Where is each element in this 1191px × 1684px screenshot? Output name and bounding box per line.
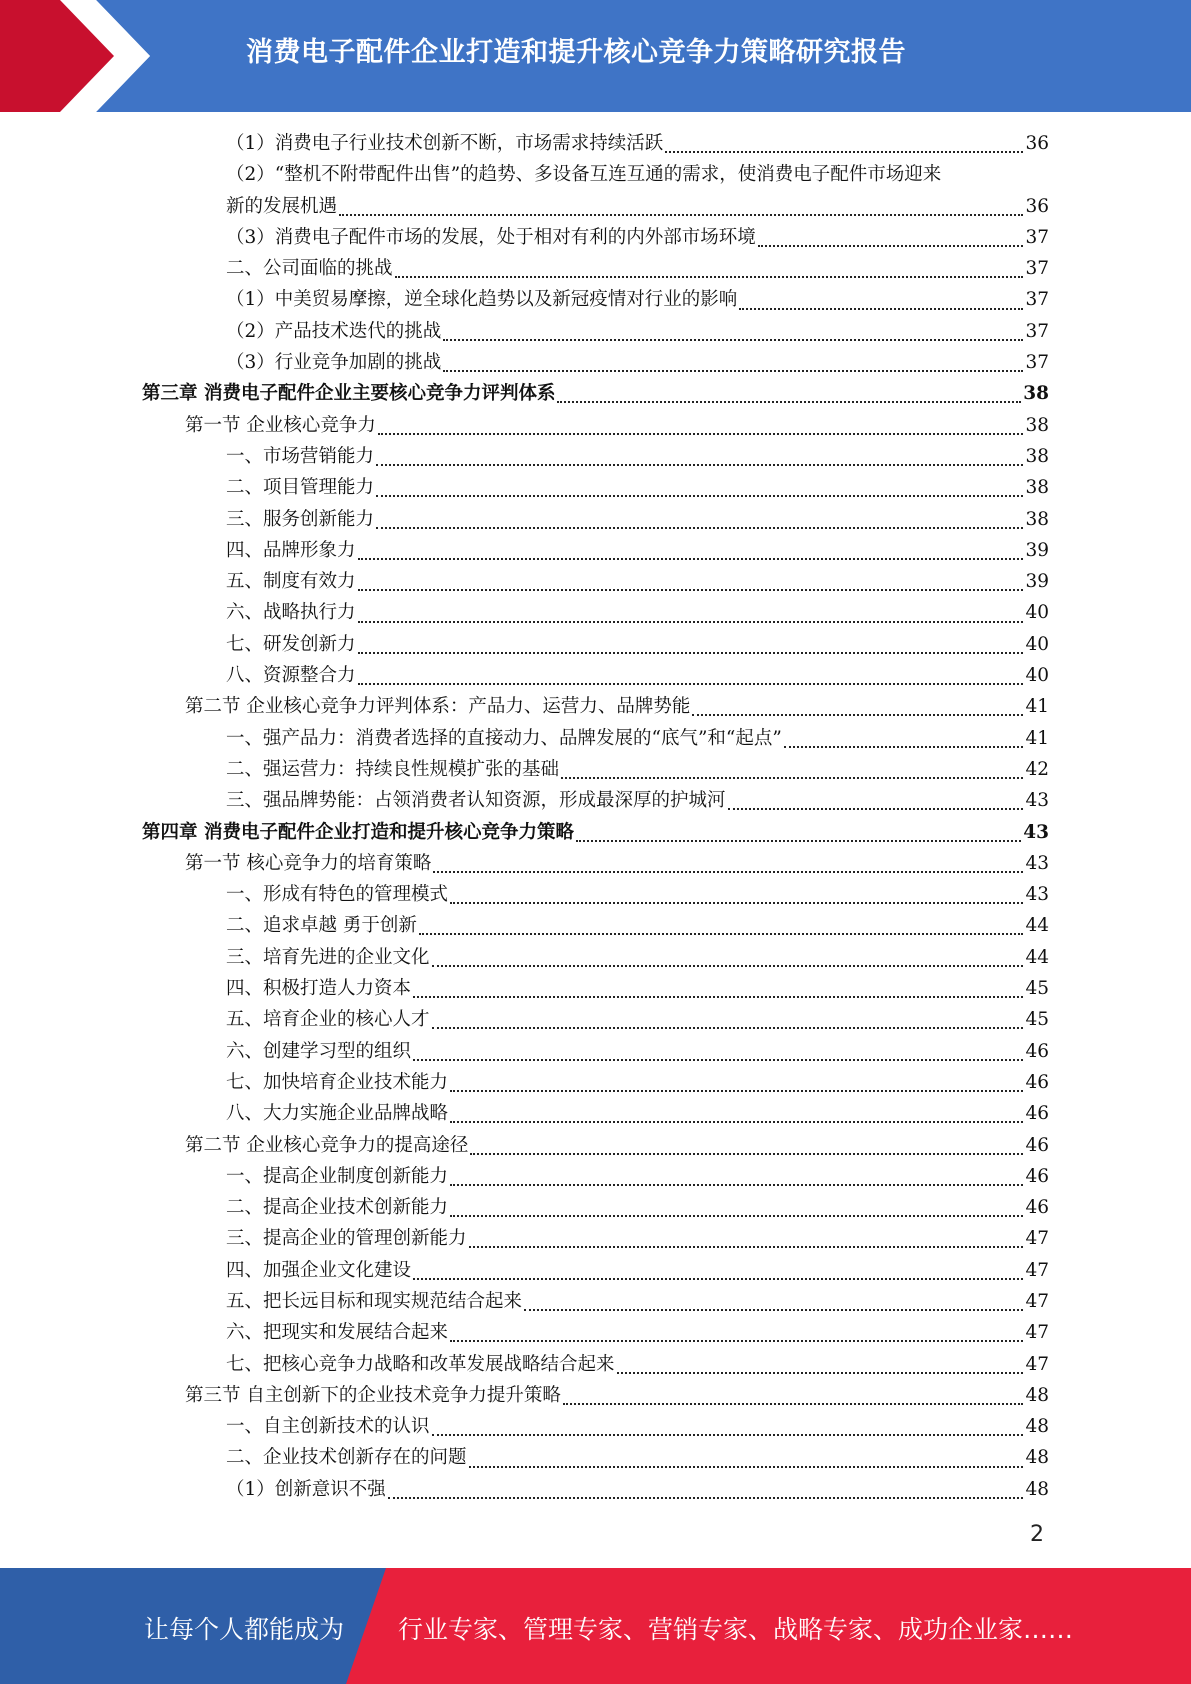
dot-leader [784, 733, 1024, 748]
toc-entry-page-number: 37 [1025, 289, 1049, 311]
dot-leader [450, 889, 1023, 904]
dot-leader [413, 1265, 1023, 1280]
toc-entry-page-number: 47 [1025, 1322, 1049, 1344]
toc-section-entry[interactable] [0, 1130, 1191, 1161]
toc-entry[interactable] [0, 1442, 1191, 1473]
toc-entry-page-number: 37 [1025, 352, 1049, 374]
toc-entry[interactable] [0, 1098, 1191, 1129]
toc-entry-label: 七、加快培育企业技术能力 [226, 1071, 449, 1093]
dot-leader [563, 1390, 1024, 1405]
toc-entry[interactable] [0, 1004, 1191, 1035]
toc-entry-label: 第三节 自主创新下的企业技术竞争力提升策略 [185, 1384, 561, 1406]
toc-entry-page-number: 44 [1025, 946, 1049, 968]
toc-entry-page-number: 40 [1025, 602, 1049, 624]
toc-entry[interactable] [0, 504, 1191, 535]
toc-entry[interactable] [0, 1317, 1191, 1348]
toc-entry-label: （2）“整机不附带配件出售”的趋势、多设备互连互通的需求，使消费电子配件市场迎来 [226, 164, 942, 186]
toc-entry-page-number: 48 [1025, 1384, 1049, 1406]
footer-banner [0, 1568, 1191, 1684]
toc-entry[interactable] [0, 253, 1191, 284]
toc-entry-label: 七、研发创新力 [226, 633, 356, 655]
dot-leader [758, 232, 1024, 247]
dot-leader [358, 670, 1024, 685]
toc-entry-page-number: 39 [1025, 571, 1049, 593]
toc-entry-page-number: 46 [1025, 1165, 1049, 1187]
toc-entry-label: 三、服务创新能力 [226, 508, 375, 530]
toc-entry[interactable] [0, 222, 1191, 253]
dot-leader [413, 983, 1023, 998]
toc-entry-label: （1）消费电子行业技术创新不断，市场需求持续活跃 [226, 133, 664, 154]
footer-slogan-left: 让每个人都能成为 [144, 1615, 345, 1644]
toc-entry[interactable] [0, 1286, 1191, 1317]
dot-leader [469, 1453, 1024, 1468]
dot-leader [524, 1296, 1023, 1311]
dot-leader [557, 389, 1021, 404]
toc-entry[interactable] [0, 1067, 1191, 1098]
toc-entry[interactable] [0, 723, 1191, 754]
toc-entry-page-number: 38 [1025, 414, 1049, 436]
toc-entry-page-number: 47 [1025, 1290, 1049, 1312]
toc-entry-label: （1）中美贸易摩擦，逆全球化趋势以及新冠疫情对行业的影响 [226, 289, 738, 311]
toc-entry-label: 第四章 消费电子配件企业打造和提升核心竞争力策略 [142, 821, 574, 843]
dot-leader [443, 326, 1023, 341]
toc-entry-label: 第一节 企业核心竞争力 [185, 414, 376, 436]
toc-entry-page-number: 46 [1025, 1071, 1049, 1093]
toc-entry-label: 二、强运营力：持续良性规模扩张的基础 [226, 758, 560, 780]
dot-leader [450, 1108, 1023, 1123]
toc-entry-label: 六、创建学习型的组织 [226, 1040, 412, 1062]
toc-entry[interactable] [0, 191, 1191, 222]
toc-entry-label: 三、提高企业的管理创新能力 [226, 1228, 467, 1250]
toc-entry[interactable] [0, 1349, 1191, 1380]
toc-entry-label: （1）创新意识不强 [226, 1478, 386, 1500]
toc-entry-page-number: 47 [1025, 1259, 1049, 1281]
dot-leader [739, 295, 1023, 310]
toc-entry-label: （2）产品技术迭代的挑战 [226, 320, 442, 342]
toc-entry-page-number: 46 [1025, 1040, 1049, 1062]
document-title: 消费电子配件企业打造和提升核心竞争力策略研究报告 [246, 37, 906, 68]
dot-leader [388, 1484, 1024, 1499]
toc-entry-label: 一、市场营销能力 [226, 445, 375, 467]
dot-leader [617, 1359, 1024, 1374]
toc-entry[interactable] [0, 1255, 1191, 1286]
toc-entry[interactable] [0, 942, 1191, 973]
toc-entry-page-number: 44 [1025, 915, 1049, 937]
table-of-contents [0, 128, 1191, 1505]
toc-entry-page-number: 46 [1025, 1197, 1049, 1219]
dot-leader [376, 514, 1023, 529]
toc-entry-label: 二、项目管理能力 [226, 477, 375, 499]
toc-entry[interactable] [0, 1192, 1191, 1223]
toc-entry-page-number: 40 [1025, 665, 1049, 687]
dot-leader [450, 1171, 1023, 1186]
toc-entry-label: 新的发展机遇 [226, 195, 338, 217]
toc-entry-label: 五、把长远目标和现实规范结合起来 [226, 1290, 523, 1312]
toc-entry[interactable] [0, 629, 1191, 660]
dot-leader [470, 1140, 1023, 1155]
toc-entry-page-number: 47 [1025, 1228, 1049, 1250]
toc-entry-label: 一、形成有特色的管理模式 [226, 884, 449, 906]
toc-entry[interactable] [0, 1036, 1191, 1067]
dot-leader [358, 639, 1024, 654]
toc-entry-page-number: 37 [1025, 320, 1049, 342]
dot-leader [728, 795, 1024, 810]
dot-leader [378, 420, 1024, 435]
toc-entry-label: 五、制度有效力 [226, 571, 356, 593]
toc-entry-label: 八、资源整合力 [226, 665, 356, 687]
dot-leader [665, 138, 1023, 153]
toc-entry-label: （3）消费电子配件市场的发展，处于相对有利的内外部市场环境 [226, 226, 756, 248]
dot-leader [443, 357, 1023, 372]
toc-entry-page-number: 39 [1025, 539, 1049, 561]
toc-section-entry[interactable] [0, 410, 1191, 441]
toc-entry-label: 二、公司面临的挑战 [226, 258, 393, 280]
red-chevron-decoration [0, 0, 160, 112]
dot-leader [561, 764, 1023, 779]
dot-leader [419, 921, 1024, 936]
toc-entry-label: 二、提高企业技术创新能力 [226, 1197, 449, 1219]
toc-entry-label: 第三章 消费电子配件企业主要核心竞争力评判体系 [142, 383, 556, 405]
toc-entry-page-number: 43 [1025, 884, 1049, 906]
toc-section-entry[interactable] [0, 1380, 1191, 1411]
header-banner [0, 0, 1191, 112]
toc-entry-page-number: 47 [1025, 1353, 1049, 1375]
toc-entry-page-number: 46 [1025, 1134, 1049, 1156]
toc-entry-page-number: 42 [1025, 758, 1049, 780]
toc-section-entry[interactable] [0, 848, 1191, 879]
toc-entry-label: 一、强产品力：消费者选择的直接动力、品牌发展的“底气”和“起点” [226, 727, 782, 749]
toc-entry-page-number: 45 [1025, 978, 1049, 1000]
toc-entry[interactable] [0, 441, 1191, 472]
toc-entry-page-number: 36 [1025, 195, 1049, 217]
dot-leader [395, 263, 1024, 278]
toc-entry[interactable] [0, 535, 1191, 566]
toc-entry-page-number: 48 [1025, 1447, 1049, 1469]
dot-leader [432, 1015, 1024, 1030]
dot-leader [376, 451, 1023, 466]
toc-entry-label: 第二节 企业核心竞争力的提高途径 [185, 1134, 469, 1156]
toc-entry[interactable] [0, 1474, 1191, 1505]
toc-entry-page-number: 43 [1025, 790, 1049, 812]
toc-entry-page-number: 38 [1025, 508, 1049, 530]
toc-entry-page-number: 43 [1025, 852, 1049, 874]
dot-leader [413, 1046, 1023, 1061]
toc-entry[interactable] [0, 1223, 1191, 1254]
toc-entry[interactable] [0, 1411, 1191, 1442]
toc-entry[interactable] [0, 879, 1191, 910]
dot-leader [469, 1234, 1024, 1249]
toc-chapter-entry[interactable] [0, 817, 1191, 848]
toc-chapter-entry[interactable] [0, 378, 1191, 409]
toc-entry[interactable] [0, 973, 1191, 1004]
toc-entry-page-number: 37 [1025, 258, 1049, 280]
toc-entry[interactable] [0, 284, 1191, 315]
toc-entry-page-number: 38 [1025, 477, 1049, 499]
toc-entry-label: 六、把现实和发展结合起来 [226, 1322, 449, 1344]
toc-entry-label: 四、积极打造人力资本 [226, 978, 412, 1000]
toc-entry[interactable] [0, 660, 1191, 691]
toc-entry-label: 三、强品牌势能：占领消费者认知资源，形成最深厚的护城河 [226, 790, 726, 812]
dot-leader [450, 1077, 1023, 1092]
dot-leader [432, 1421, 1024, 1436]
toc-entry-label: 四、品牌形象力 [226, 539, 356, 561]
dot-leader [376, 483, 1023, 498]
toc-entry-label: 四、加强企业文化建设 [226, 1259, 412, 1281]
toc-entry-page-number: 48 [1025, 1416, 1049, 1438]
toc-entry[interactable] [0, 597, 1191, 628]
toc-entry-label: 七、把核心竞争力战略和改革发展战略结合起来 [226, 1353, 615, 1375]
footer-slogan-right: 行业专家、管理专家、营销专家、战略专家、成功企业家…… [398, 1615, 1074, 1644]
toc-entry-page-number: 36 [1025, 133, 1049, 154]
toc-entry-page-number: 37 [1025, 226, 1049, 248]
dot-leader [358, 608, 1024, 623]
dot-leader [358, 545, 1024, 560]
toc-entry-page-number: 48 [1025, 1478, 1049, 1500]
toc-entry-page-number: 46 [1025, 1103, 1049, 1125]
toc-entry-page-number: 38 [1023, 383, 1049, 405]
toc-entry-page-number: 45 [1025, 1009, 1049, 1031]
toc-entry-label: 一、提高企业制度创新能力 [226, 1165, 449, 1187]
toc-entry[interactable] [0, 347, 1191, 378]
toc-entry[interactable] [0, 128, 1191, 159]
toc-entry-label: （3）行业竞争加剧的挑战 [226, 352, 442, 374]
toc-entry-label: 二、追求卓越 勇于创新 [226, 915, 417, 937]
toc-entry[interactable] [0, 316, 1191, 347]
toc-entry-page-number: 41 [1025, 727, 1049, 749]
dot-leader [339, 201, 1023, 216]
dot-leader [576, 827, 1021, 842]
toc-entry-label: 一、自主创新技术的认识 [226, 1416, 430, 1438]
toc-entry[interactable] [0, 754, 1191, 785]
dot-leader [692, 702, 1023, 717]
dot-leader [450, 1328, 1023, 1343]
toc-entry-label: 第一节 核心竞争力的培育策略 [185, 852, 432, 874]
dot-leader [433, 858, 1023, 873]
toc-entry[interactable] [0, 566, 1191, 597]
toc-entry[interactable] [0, 785, 1191, 816]
dot-leader [450, 1202, 1023, 1217]
toc-entry[interactable] [0, 1161, 1191, 1192]
toc-entry-label: 第二节 企业核心竞争力评判体系：产品力、运营力、品牌势能 [185, 696, 691, 718]
toc-entry[interactable] [0, 910, 1191, 941]
toc-entry-label: 五、培育企业的核心人才 [226, 1009, 430, 1031]
toc-entry-label: 二、企业技术创新存在的问题 [226, 1447, 467, 1469]
toc-section-entry[interactable] [0, 691, 1191, 722]
toc-entry[interactable] [0, 159, 1191, 190]
toc-entry-page-number: 40 [1025, 633, 1049, 655]
toc-entry-label: 三、培育先进的企业文化 [226, 946, 430, 968]
toc-entry-label: 六、战略执行力 [226, 602, 356, 624]
toc-entry-page-number: 41 [1025, 696, 1049, 718]
toc-entry-page-number: 43 [1023, 821, 1049, 843]
toc-entry-label: 八、大力实施企业品牌战略 [226, 1103, 449, 1125]
page-number: 2 [1030, 1522, 1044, 1547]
toc-entry[interactable] [0, 472, 1191, 503]
dot-leader [432, 952, 1024, 967]
toc-entry-page-number: 38 [1025, 445, 1049, 467]
dot-leader [358, 576, 1024, 591]
